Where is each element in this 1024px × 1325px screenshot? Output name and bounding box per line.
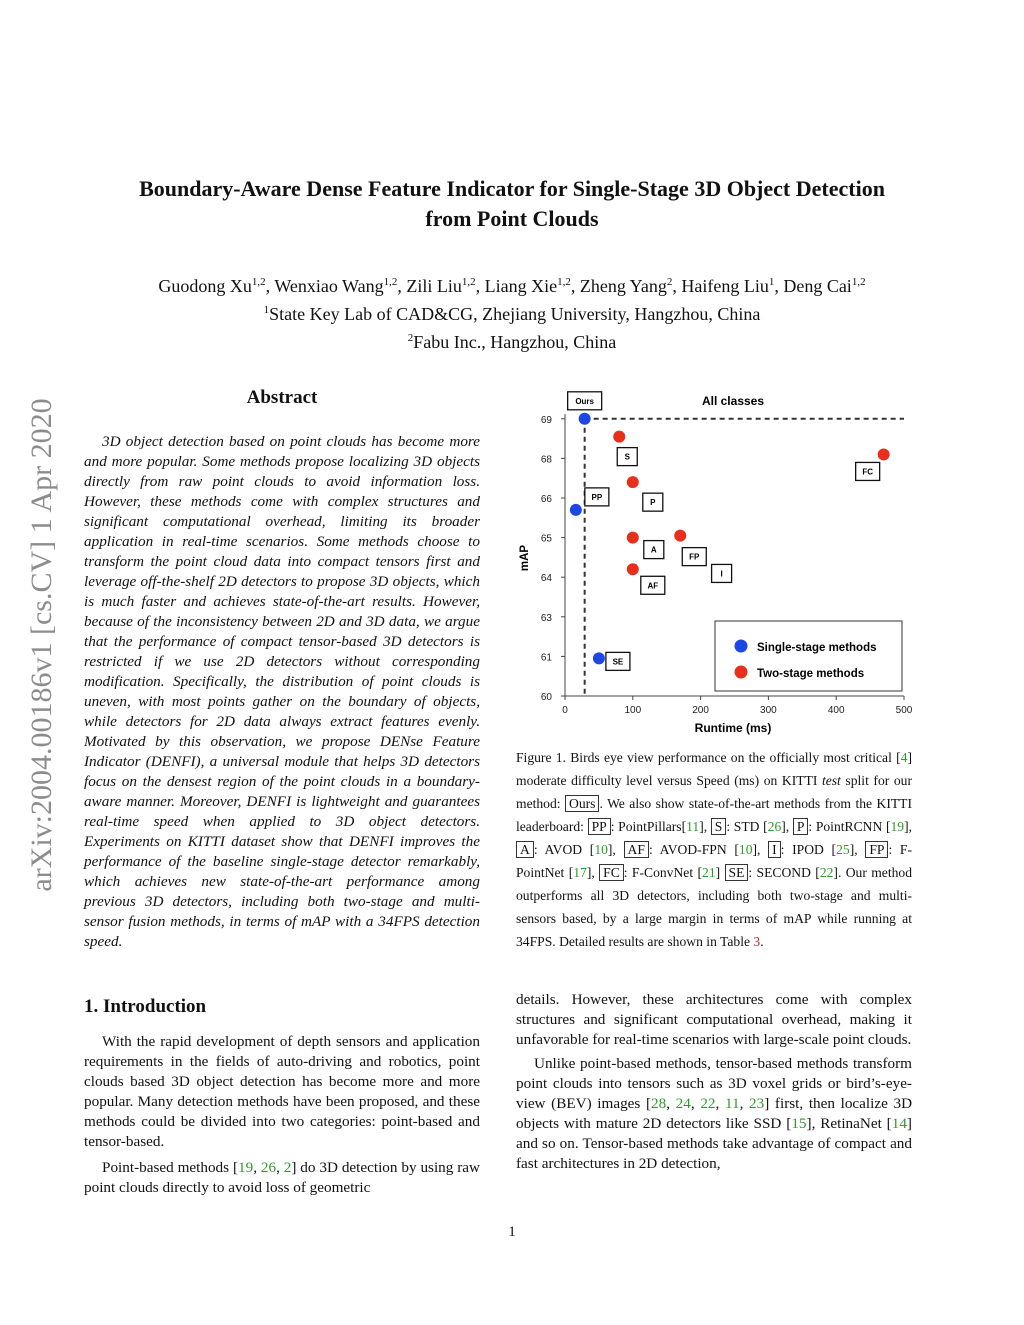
y-tick-label: 64 [540, 573, 552, 585]
y-tick-label: 65 [540, 533, 552, 545]
x-tick-label: 400 [827, 705, 845, 716]
data-point-pp [570, 504, 582, 516]
data-point-fp [674, 530, 686, 542]
author: Zheng Yang$^2$, [579, 276, 682, 296]
abstract-heading: Abstract [246, 387, 318, 408]
intro-right-column [516, 990, 912, 1174]
intro-paragraph: details. However, these architectures come with complex structures and significant computational overhead, making it unfavorable for real-time scenarios with large-scale point clouds. [516, 991, 912, 1048]
intro-paragraph: With the rapid development of depth sensors and application requirements in the fields of auto-driving and robotics, point clouds based 3D object detection has become more and more popular. Many detection methods have been proposed, and these methods could be divided into two categories: point-based and tensor-based. [84, 1033, 480, 1150]
method-tag: FC [599, 864, 624, 881]
x-tick-label: 300 [760, 705, 777, 716]
affiliation-1: $^1$State Key Lab of CAD&CG, Zhejiang University, Hangzhou, China [263, 304, 761, 324]
section-heading-introduction: 1. Introduction [84, 996, 207, 1017]
point-label-p: P [650, 498, 656, 508]
method-tag: SE [725, 864, 749, 881]
citation-link[interactable]: 19 [238, 1159, 254, 1176]
citation-link[interactable]: 14 [891, 1115, 907, 1132]
data-point-p [627, 476, 639, 488]
point-label-pp: PP [591, 492, 603, 502]
data-point-s [613, 431, 625, 443]
legend-label-single-stage: Single-stage methods [757, 642, 877, 654]
citation-link[interactable]: 25 [836, 842, 850, 857]
point-label-af: AF [647, 581, 659, 591]
y-tick-label: 69 [540, 414, 552, 426]
title-line-2: from Point Clouds [425, 206, 599, 231]
y-tick-label: 68 [540, 454, 552, 466]
point-label-se: SE [612, 657, 624, 667]
intro-paragraph: Point-based methods [19, 26, 2] do 3D detection by using raw point clouds directly to avoid loss of geometric [84, 1159, 481, 1196]
legend-marker-single-stage [735, 640, 748, 653]
y-axis-label: mAP [519, 544, 531, 572]
legend-marker-two-stage [735, 666, 748, 679]
data-point-a [627, 532, 639, 544]
page-number: 1 [508, 1224, 516, 1240]
citation-link[interactable]: 19 [890, 819, 905, 834]
author: Guodong Xu$^{1,2}$, [158, 276, 275, 296]
abstract-text: 3D object detection based on point clouds has become more and more popular. Some methods propose localizing 3D objects directly from raw point clouds to avoid information loss. However, these methods come with complex structures and significant computational overhead, limiting its broader application in real-time scenarios. Some methods choose to transform the point cloud data into compact tensors first and leverage off-the-shelf 2D detectors to propose 3D objects, which is much faster and achieves state-of-the-art results. However, because of the inconsistency between 2D and 3D data, we argue that the performance of compact tensor-based 3D detectors is restricted if we use 2D detectors without corresponding modification. Specifically, the distribution of point clouds is uneven, with most points gather on the boundary of objects, while detectors for 2D data always extract features evenly. Motivated by this observation, we propose DENse Feature Indicator (DENFI), a universal module that helps 3D detectors focus on the densest region of the point clouds in a boundary-aware manner. Moreover, DENFI is lightweight and guarantees real-time speed when applied to 3D object detectors. Experiments on KITTI dataset show that DENFI improves the performance of the baseline single-stage detector remarkably, which achieves new state-of-the-art performance among previous 3D detectors, including both two-stage and multi-sensor fusion methods, in terms of mAP with a 34FPS detection speed. [84, 433, 480, 950]
y-tick-label: 61 [540, 652, 552, 664]
x-tick-label: 200 [692, 705, 709, 716]
citation-link[interactable]: 15 [791, 1115, 807, 1132]
method-tag-ours: Ours [565, 795, 599, 812]
chart-legend [715, 621, 902, 691]
author-block [60, 270, 964, 354]
citation-link[interactable]: 26 [260, 1159, 277, 1176]
y-tick-label: 60 [540, 692, 552, 703]
citation-link[interactable]: 11 [724, 1095, 740, 1112]
citation-link[interactable]: 2 [283, 1159, 292, 1176]
citation-link[interactable]: 21 [702, 865, 716, 880]
citation-link[interactable]: 23 [749, 1095, 765, 1112]
point-label-s: S [624, 452, 630, 462]
figure-1-chart [510, 388, 920, 740]
affiliation-2: $^2$Fabu Inc., Hangzhou, China [407, 332, 617, 352]
citation-link[interactable]: 10 [594, 842, 608, 857]
author: Liang Xie$^{1,2}$, [484, 276, 580, 296]
citation-link[interactable]: 26 [767, 819, 782, 834]
citation-link[interactable]: 10 [738, 842, 753, 857]
author: Haifeng Liu$^1$, [681, 276, 784, 296]
method-tag: AF [624, 841, 649, 858]
citation-link[interactable]: 22 [819, 865, 834, 880]
y-tick-label: 66 [540, 494, 552, 505]
method-tag: S [711, 818, 727, 835]
data-point-se [593, 652, 605, 664]
citation-link[interactable]: 4 [900, 750, 908, 765]
legend-box [715, 621, 902, 691]
x-tick-label: 0 [562, 705, 568, 716]
table-link[interactable]: 3 [753, 934, 761, 949]
citation-link[interactable]: 17 [573, 865, 587, 880]
method-tag: A [516, 841, 534, 858]
author: Wenxiao Wang$^{1,2}$, [274, 276, 407, 296]
method-tag: PP [588, 818, 611, 835]
x-axis-label: Runtime (ms) [694, 721, 772, 735]
intro-paragraph: Unlike point-based methods, tensor-based methods transform point clouds into tensors such as 3D voxel grids or bird’s-eye-view (BEV) images [28, 24, 22, 11, 23] first, then localize 3D objects with mature 2D detectors like SSD [15], RetinaNet [14] and so on. Tensor-based methods take advantage of compact and fast architectures in 2D detection, [516, 1055, 913, 1172]
author: Deng Cai$^{1,2}$ [783, 276, 866, 296]
author-list [60, 270, 964, 298]
point-label-fc: FC [862, 467, 873, 477]
data-point-ours [579, 413, 591, 425]
citation-link[interactable]: 28 [651, 1095, 667, 1112]
citation-link[interactable]: 11 [686, 819, 700, 834]
paper-title [60, 174, 964, 234]
x-tick-label: 500 [895, 705, 913, 716]
x-ticks [562, 696, 913, 716]
method-tag: I [768, 841, 781, 858]
y-tick-label: 63 [540, 612, 552, 624]
point-label-fp: FP [689, 552, 700, 562]
point-label-a: A [650, 545, 657, 555]
citation-link[interactable]: 24 [675, 1095, 691, 1112]
figure-1-caption: Figure 1. Birds eye view performance on the officially most critical [4] moderate difficulty level versus Speed (ms) on KITTI test split for our method: Ours . We also show state-of-the-art methods from the KITTI leaderboard: PP : PointPillars[11], S : STD [26], P : PointRCNN [19], A : AVOD [10], AF : AVOD-FPN [10], I : IPOD [25], FP : F-PointNet [17], FC : F-ConvNet [21] SE : SECOND [22]. Our method outperforms all 3D detectors, including both two-stage and multi-sensors based, by a large margin in terms of mAP while running at 34FPS. Detailed results are shown in Table 3. [516, 750, 913, 949]
point-label-ours: Ours [575, 396, 594, 406]
author: Zili Liu$^{1,2}$, [406, 276, 485, 296]
method-tag: FP [865, 841, 888, 858]
arxiv-stamp [22, 360, 62, 930]
method-tag: P [793, 818, 809, 835]
arxiv-id: arXiv:2004.00186v1 [cs.CV] 1 Apr 2020 [25, 398, 58, 892]
citation-link[interactable]: 22 [700, 1095, 716, 1112]
y-ticks [541, 415, 565, 703]
intro-left-column [84, 1032, 480, 1198]
chart-title: All classes [701, 394, 765, 408]
legend-label-two-stage: Two-stage methods [757, 668, 865, 680]
x-tick-label: 100 [624, 705, 642, 716]
data-point-af [627, 563, 639, 575]
data-point-fc [878, 448, 890, 460]
point-label-i: I [720, 569, 723, 579]
title-line-1: Boundary-Aware Dense Feature Indicator for Single-Stage 3D Object Detection [139, 176, 885, 201]
